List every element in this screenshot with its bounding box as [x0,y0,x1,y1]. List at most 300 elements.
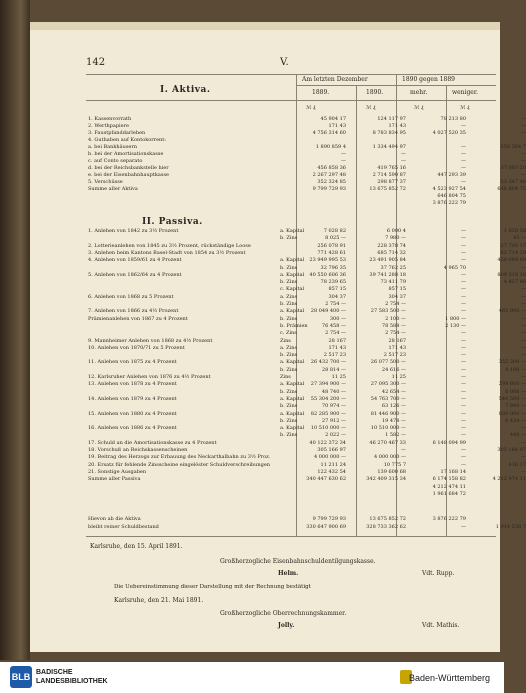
passiva-cell-c2: 7 980 — [385,235,406,242]
passiva-cell-c4: 355 200 — [498,359,526,366]
aktiva-cell-lbl: c. auf Conto separato [88,158,143,164]
passiva-cell-c1: 27 394 900 — [310,381,346,388]
passiva-row [88,249,526,257]
state-name: Baden-Württemberg [408,673,490,683]
passiva-cell-c4: — [521,293,526,300]
passiva-row [88,293,526,301]
passiva-row [88,432,526,439]
passiva-cell-lbl: 11. Anlehen von 1875 zu 4 Prozent [88,359,177,366]
aktiva-cell-lbl: e. bei der Eisenbahnhauptkasse [88,172,169,178]
passiva-cell-c3: 2 130 — [445,322,466,329]
passiva-cell-c2: 228 378 74 [377,242,406,249]
passiva-row [88,271,526,279]
aktiva-cell-c4: 37 093 20 [500,165,526,171]
passiva-cell-sub: b. Zins [280,366,298,373]
passiva-cell-c1: 2 754 — [325,301,346,307]
passiva-cell-c1: 2 517 23 [323,352,346,359]
passiva-cell-c4: — [521,330,526,337]
aktiva-cell-c3: 78 213 80 [440,116,466,122]
passiva-cell-sub: b. Zins [280,403,298,410]
passiva-cell-c2: 27 095 300 — [370,381,406,388]
passiva-cell-c1: 23 949 995 53 [309,257,346,264]
passiva-cell-c3: — [461,432,466,439]
passiva-row [88,315,526,323]
passiva-cell-c1: 771 428 61 [317,249,346,256]
balance-cell-c3: — [461,524,466,530]
passiva-cell-sub: a. Kapital [280,271,305,278]
passiva-cell-c3: — [461,228,466,234]
passiva-cell-c3: — [461,301,466,307]
aktiva-cell-c4: 646 804 75 [497,186,526,192]
passiva-cell-c3: — [461,293,466,300]
aktiva-cell-c2: 419 765 16 [377,165,406,171]
passiva-cell-c3: 17 168 14 [440,468,466,475]
aktiva-cell-c1: 4 756 314 60 [312,130,346,136]
passiva-row [88,337,526,345]
passiva-cell-lbl: 9. Mannheimer Anlehen von 1868 zu 4½ Prozent [88,337,213,344]
passiva-cell-c2: 342 409 315 34 [366,476,406,483]
balance-cell-lbl: bleibt reiner Schuldbestand [88,524,159,530]
passiva-cell-c3: — [461,271,466,278]
passiva-cell-c2: 304 37 [388,293,406,300]
aktiva-cell-c3: — [461,179,466,185]
aktiva-cell-c2: 298 877 37 [377,179,406,185]
passiva-cell-c2: 1 582 — [385,432,406,439]
passiva-row [88,374,526,381]
aktiva-row [88,144,526,151]
signature-mathis: Vdt. Mathis. [422,622,460,629]
library-line-1: BADISCHE [36,669,73,676]
aktiva-cell-c3: — [461,144,466,150]
aktiva-cell-c2: 171 43 [388,123,406,129]
aktiva-cell-lbl: a. bei Bankhäusern [88,144,137,150]
passiva-cell-c3: — [461,461,466,468]
passiva-cell-c3: 4 965 70 [443,264,466,271]
passiva-cell-sub: a. Kapital [280,257,305,264]
aktiva-cell-c1: 352 324 85 [317,179,346,185]
passiva-cell-c3: — [461,447,466,453]
passiva-cell-c3: — [461,308,466,315]
aktiva-cell-c3: — [461,151,466,157]
passiva-cell-c3: — [461,454,466,461]
passiva-cell-c3: — [461,286,466,293]
passiva-cell-c1: 48 740 — [321,388,346,395]
passiva-cell-c1: 32 796 35 [320,264,346,271]
passiva-cell-c2: 2 100 — [385,315,406,322]
passiva-cell-c2: 39 741 288 18 [369,271,406,278]
passiva-cell-c1: 122 432 54 [317,468,346,475]
aktiva-cell-c2: 1 334 494 97 [372,144,406,150]
passiva-cell-c4: 8 434 — [505,417,526,424]
passiva-cell-c4: 4 827 86 [503,279,526,286]
passiva-cell-c1: 27 912 — [321,417,346,424]
passiva-cell-c3: 6 174 158 82 [432,476,466,483]
passiva-cell-c4: 305 166 97 [497,447,526,453]
passiva-cell-sub: a. Zins [280,344,298,351]
aktiva-row [88,200,498,207]
table-bottom-rule [86,536,496,537]
library-name [36,668,108,686]
aktiva-cell-lbl: 2. Werthpapiere [88,123,129,129]
passiva-cell-lbl: 13. Anlehen von 1878 zu 4 Prozent [88,381,177,388]
place-date-2: Karlsruhe, den 21. Mai 1891. [114,597,204,604]
passiva-cell-c3: — [461,417,466,424]
passiva-cell-c1: 10 510 000 — [310,425,346,432]
passiva-cell-sub: a. Zins [280,293,298,300]
aktiva-cell-c2: 2 714 590 87 [372,172,406,178]
passiva-cell-c2: 10 775 7 [383,461,406,468]
passiva-cell-sub: b. Zins [280,417,298,424]
passiva-cell-c1: 78 239 65 [320,279,346,286]
aktiva-cell-c3: 4 523 927 54 [432,186,466,192]
passiva-cell-c1: 55 304 200 — [310,395,346,402]
aktiva-cell-c4: — [521,123,526,129]
passiva-cell-lbl: 6. Anlehen von 1868 zu 5 Prozent [88,293,174,300]
header-weniger: weniger. [452,89,478,96]
passiva-cell-lbl: 17. Schuld an die Amortisationskasse zu 4 Prozent [88,439,217,446]
balance-cell-c3: 3 876 222 79 [432,516,466,522]
passiva-cell-c2: 27 583 500 — [370,308,406,315]
passiva-cell-c2: 10 510 000 — [370,425,406,432]
passiva-cell-c3: — [461,279,466,286]
aktiva-row [88,137,498,144]
aktiva-cell-c1: 9 799 729 93 [312,186,346,192]
passiva-cell-c4: 299 600 — [498,381,526,388]
passiva-cell-c3: — [461,381,466,388]
passiva-cell-c1: 2 022 — [325,432,346,439]
passiva-cell-c2: 42 654 — [381,388,406,395]
passiva-row [88,439,526,447]
passiva-cell-c4: 45 — [513,235,526,242]
signature-rupp: Vdt. Rupp. [422,570,455,577]
library-footer [0,662,504,693]
passiva-cell-c1: 40 550 606 36 [309,271,346,278]
aktiva-row [88,116,526,123]
aktiva-cell-lbl: 5. Verschüsse [88,179,123,185]
aktiva-row [88,130,526,137]
passiva-cell-c4: 809 318 18 [497,271,526,278]
passiva-cell-sub: b. Prämien [280,322,308,329]
book-spine [0,0,30,660]
passiva-cell-c2: 2 754 — [385,330,406,337]
passiva-row [88,447,526,454]
passiva-cell-lbl: 1. Anlehen von 1842 zu 3½ Prozent [88,228,179,234]
aktiva-cell-c3: 4 027 520 35 [432,130,466,136]
aktiva-cell-c2: — [401,151,406,157]
passiva-cell-c1: 8 025 — [325,235,346,242]
passiva-cell-sub: a. Kapital [280,308,305,315]
aktiva-cell-c4: 556 364 7 [500,144,526,150]
passiva-cell-c3: 1 800 — [445,315,466,322]
passiva-cell-c4: — [521,374,526,380]
passiva-cell-sub: Zins [280,374,291,380]
passiva-cell-lbl: 10. Anlehen von 1870/71 zu 5 Prozent [88,344,185,351]
passiva-cell-c4: 27 700 17 [500,242,526,249]
passiva-row [88,417,526,425]
passiva-cell-c3: — [461,374,466,380]
balance-cell-c2: 13 675 852 72 [369,516,406,522]
section-roman-numeral: V. [280,57,289,68]
unit-c3: ℳ ₰ [414,105,424,111]
aktiva-row [88,172,526,179]
header-mehr: mehr. [410,89,428,96]
passiva-cell-sub: a. Kapital [280,359,305,366]
aktiva-cell-lbl: b. bei der Amortisationskasse [88,151,164,157]
passiva-row [88,381,526,388]
passiva-cell-c1: 82 285 900 — [310,410,346,417]
passiva-cell-c4: — [521,454,526,461]
aktiva-cell-c2: — [401,158,406,164]
aktiva-row [88,186,526,193]
aktiva-cell-c3: 646 804 75 [437,193,466,199]
page-number: 142 [86,57,106,68]
place-date-1: Karlsruhe, den 15. April 1891. [90,543,183,550]
header-group-comparison: 1890 gegen 1889 [402,76,456,83]
aktiva-row [88,179,526,186]
passiva-cell-c1: 304 37 [328,293,346,300]
passiva-cell-lbl: 12. Karlsruher Anlehen von 1876 zu 4½ Prozent [88,374,211,380]
aktiva-cell-lbl: 4. Guthaben auf Kontokorrent: [88,137,166,143]
passiva-cell-c4: 440 — [509,432,526,439]
passiva-cell-c4: 1 028 58 [503,228,526,234]
library-line-2: LANDESBIBLIOTHEK [36,678,108,685]
passiva-cell-c3: — [461,337,466,344]
passiva-cell-c2: 857 15 [388,286,406,293]
passiva-row [88,403,526,410]
section-passiva-title: II. Passiva. [142,217,203,227]
passiva-row [88,461,526,469]
unit-c4: ℳ ₰ [460,105,470,111]
passiva-cell-c4: 458 089 69 [497,257,526,264]
passiva-cell-sub: b. Zins [280,301,298,307]
passiva-cell-c4: 6 086 — [505,388,526,395]
aktiva-cell-c3: 447 293 39 [437,172,466,178]
section-aktiva-title: I. Aktiva. [160,85,211,95]
passiva-cell-c4: 4 198 — [505,366,526,373]
passiva-cell-c2: 81 446 900 — [370,410,406,417]
aktiva-cell-c4: — [521,151,526,157]
passiva-cell-sub: b. Zins [280,388,298,395]
passiva-cell-c2: 78 588 — [381,322,406,329]
aktiva-cell-c1: 171 43 [328,123,346,129]
passiva-cell-lbl: 19. Beitrag des Herzogs zur Erbauung des Neckarthalbahn zu 3½ Proz. [88,454,271,461]
passiva-cell-c4: — [521,315,526,322]
aktiva-cell-lbl: d. bei der Reichsbankstelle hier [88,165,169,171]
office-1: Großherzogliche Eisenbahnschuldentilgungskasse. [220,558,376,565]
passiva-cell-c4: 7 848 — [505,403,526,410]
passiva-cell-sub: a. Kapital [280,381,305,388]
passiva-cell-c1: 300 — [329,315,346,322]
passiva-cell-c4: — [521,344,526,351]
passiva-cell-c2: 37 762 25 [380,264,406,271]
passiva-cell-c3: — [461,388,466,395]
passiva-cell-c3: — [461,366,466,373]
passiva-cell-c3: — [461,235,466,242]
passiva-cell-c4: 85 714 29 [500,249,526,256]
passiva-cell-sub: b. Zins [280,235,298,242]
passiva-cell-c1: 171 43 [328,344,346,351]
aktiva-cell-c4: 53 347 48 [500,179,526,185]
aktiva-cell-c1: 45 904 17 [320,116,346,122]
aktiva-cell-c4: — [521,172,526,178]
passiva-row [88,301,526,308]
passiva-cell-sub: a. Kapital [280,425,305,432]
passiva-row [88,330,526,337]
passiva-cell-c1: 28 049 400 — [310,308,346,315]
passiva-cell-lbl: 15. Anlehen von 1880 zu 4 Prozent [88,410,177,417]
unit-c1: ℳ ₰ [306,105,316,111]
header-1890: 1890. [366,89,384,96]
passiva-cell-c4: — [521,425,526,432]
passiva-cell-c3: — [461,242,466,249]
passiva-cell-lbl: 5. Anlehen von 1862/64 zu 4 Prozent [88,271,182,278]
passiva-cell-c2: 46 270 467 33 [369,439,406,446]
passiva-cell-c1: 11 211 24 [320,461,346,468]
passiva-cell-lbl: 3. Anlehen beim Kantons Basel-Stadt von 1854 zu 3½ Prozent [88,249,246,256]
table-top-rule [86,74,496,75]
aktiva-cell-lbl: 3. Faustpfanddarlehen [88,130,146,136]
passiva-cell-lbl: 2. Lotterieanlehen von 1845 zu 3½ Prozent, rückständige Loose [88,242,251,249]
passiva-cell-c3: 1 961 684 72 [432,490,466,497]
passiva-row [88,228,526,235]
office-2: Großherzogliche Oberrechnungskammer. [220,610,347,617]
aktiva-cell-lbl: 1. Kassenvorrath [88,116,132,122]
passiva-cell-c3: — [461,257,466,264]
passiva-cell-sub: a. Kapital [280,410,305,417]
passiva-cell-c1: 28 814 — [321,366,346,373]
passiva-cell-c1: 4 000 000 — [313,454,346,461]
passiva-cell-c1: 76 458 — [321,322,346,329]
aktiva-cell-c3: 3 876 222 79 [432,200,466,206]
passiva-cell-c4: 4 212 474 11 [492,476,526,483]
passiva-cell-c2: — [401,447,406,453]
passiva-cell-sub: a. Kapital [280,395,305,402]
passiva-cell-c4: — [521,352,526,359]
passiva-cell-c3: — [461,410,466,417]
passiva-cell-c1: 40 122 372 34 [309,439,346,446]
passiva-cell-c3: — [461,249,466,256]
passiva-cell-sub: b. Zins [280,315,298,322]
passiva-cell-c3: 4 212 474 11 [432,483,466,490]
passiva-cell-c2: 24 616 — [381,366,406,373]
passiva-row [88,388,526,396]
passiva-cell-c3: — [461,344,466,351]
passiva-cell-c2: 4 000 000 — [373,454,406,461]
passiva-cell-c2: 171 43 [388,344,406,351]
passiva-row [88,366,526,374]
aktiva-cell-lbl: Summe aller Aktiva [88,186,138,192]
aktiva-cell-c3: — [461,165,466,171]
passiva-cell-c1: 256 078 91 [317,242,346,249]
passiva-cell-c2: 19 478 — [381,417,406,424]
passiva-cell-lbl: 18. Vorschuß an Reichskassenscheinen [88,447,188,453]
aktiva-row [88,165,526,172]
aktiva-cell-c4: — [521,130,526,136]
passiva-cell-c4: 465 900 — [498,308,526,315]
balance-cell-lbl: Hievon ab die Aktiva [88,516,141,522]
passiva-row [88,322,526,330]
passiva-row [88,264,526,272]
passiva-cell-c4: — [521,301,526,307]
passiva-cell-sub: c. Kapital [280,286,305,293]
passiva-cell-c4: — [521,439,526,446]
passiva-row [88,286,526,293]
passiva-cell-sub: Zins [280,337,291,344]
aktiva-cell-c4: — [521,116,526,122]
passiva-cell-c2: 11 25 [391,374,406,380]
passiva-cell-c2: 73 411 79 [380,279,406,286]
passiva-cell-c1: 70 974 — [321,403,346,410]
passiva-row [88,454,526,461]
passiva-cell-lbl: 16. Anlehen von 1886 zu 4 Prozent [88,425,177,432]
passiva-cell-c1: 11 25 [331,374,346,380]
passiva-cell-c2: 685 714 32 [377,249,406,256]
passiva-cell-c2: 28 167 [388,337,406,344]
passiva-cell-c1: 2 754 — [325,330,346,337]
aktiva-row [88,158,526,165]
passiva-cell-c3: — [461,352,466,359]
table-header-rule-2 [86,100,496,101]
balance-row [88,516,498,523]
passiva-row [88,484,498,491]
passiva-cell-sub: b. Zins [280,352,298,359]
passiva-cell-c2: 2 754 — [385,301,406,307]
passiva-cell-sub: b. Zins [280,279,298,286]
passiva-row [88,257,526,264]
passiva-cell-c3: — [461,359,466,366]
aktiva-cell-c3: — [461,123,466,129]
passiva-cell-sub: a. Kapital [280,228,305,234]
passiva-cell-c2: 26 077 500 — [370,359,406,366]
passiva-row [88,468,526,476]
passiva-row [88,395,526,403]
balance-row [88,524,526,531]
passiva-row [88,242,526,250]
passiva-row [88,491,498,498]
passiva-cell-c3: — [461,403,466,410]
passiva-cell-lbl: 21. Sonstige Ausgaben [88,468,147,475]
passiva-cell-c2: 2 517 23 [383,352,406,359]
passiva-cell-c3: — [461,425,466,432]
header-group-dezember: Am letzten Dezember [302,76,368,83]
header-1889: 1889. [312,89,330,96]
passiva-cell-c2: 63 126 — [381,403,406,410]
blb-logo: BLB [10,666,32,688]
passiva-cell-c4: — [521,322,526,329]
passiva-cell-c1: 28 167 [328,337,346,344]
passiva-cell-lbl: 7. Anlehen von 1866 zu 4½ Prozent [88,308,179,315]
passiva-row [88,308,526,315]
passiva-cell-c4: 540 500 — [498,395,526,402]
passiva-row [88,410,526,418]
aktiva-cell-c1: 456 858 36 [317,165,346,171]
aktiva-row [88,123,526,130]
passiva-cell-c3: — [461,330,466,337]
passiva-cell-c2: 23 491 905 84 [369,257,406,264]
aktiva-cell-c1: — [341,158,346,164]
document-page [30,22,526,652]
passiva-cell-c4: — [521,286,526,293]
passiva-cell-c4: 436 17 [508,461,526,468]
passiva-cell-c1: 26 432 700 — [310,359,346,366]
passiva-row [88,279,526,286]
passiva-cell-c4: 839 000 — [498,410,526,417]
aktiva-cell-c2: 13 675 852 72 [369,186,406,192]
passiva-cell-lbl: Prämienanlehen von 1867 zu 4 Prozent [88,315,188,322]
passiva-cell-c4: — [521,468,526,475]
passiva-row [88,425,526,432]
passiva-cell-lbl: Summe aller Passiva [88,476,141,483]
